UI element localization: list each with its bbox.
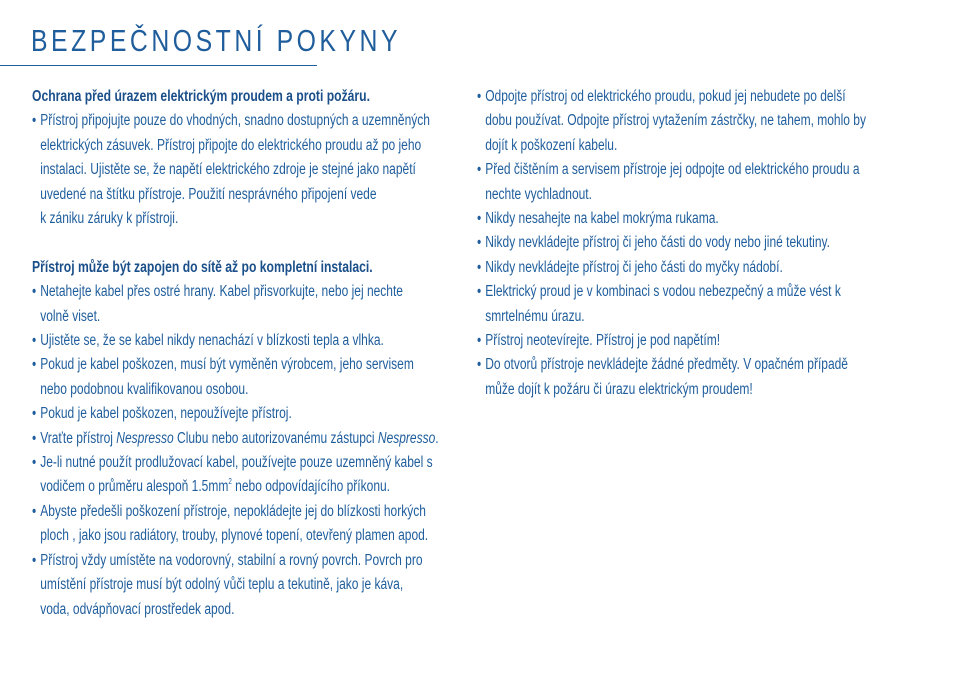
page-title: BEZPEČNOSTNÍ POKYNY — [31, 23, 402, 58]
item-text: Nikdy nesahejte na kabel mokrýma rukama. — [485, 210, 719, 228]
bullet: • — [32, 283, 37, 301]
list-item — [32, 549, 453, 622]
bullet: • — [32, 429, 37, 447]
list-item — [32, 500, 453, 549]
bullet: • — [32, 356, 37, 374]
item-text: Přístroj připojujte pouze do vhodných, snadno dostupných a uzemněných elektrických zásuvek. Přístroj připojte do elektrického proudu až po jeho instalaci. Ujistěte se, že napětí elektrického zdroje je stejné jako napětí uvedené na štítku přístroje. Použití nesprávného připojení vede k zániku záruky k přístroji. — [40, 112, 430, 228]
list-item — [477, 256, 902, 280]
bullet: • — [477, 234, 482, 252]
brand-name: Nespresso — [377, 429, 436, 447]
bullet: • — [32, 332, 37, 350]
item-text: Pokud je kabel poškozen, nepoužívejte přístroj. — [40, 405, 292, 423]
bullet: • — [32, 405, 37, 423]
bullet: • — [32, 551, 37, 569]
item-text: Přístroj vždy umístěte na vodorovný, stabilní a rovný povrch. Povrch pro umístění přístroje musí být odolný vůči teplu a tekutině, jako je káva, voda, odvápňovací prostředek apod. — [40, 551, 423, 618]
list-item — [32, 280, 453, 329]
list-item-extension-cable — [32, 451, 453, 500]
bullet-list-electric-shock — [32, 109, 453, 231]
list-item — [32, 353, 453, 402]
list-item — [477, 280, 902, 329]
brand-name: Nespresso — [116, 429, 174, 447]
item-text — [40, 454, 432, 495]
item-text: Nikdy nevkládejte přístroj či jeho části do myčky nádobí. — [485, 258, 783, 276]
item-text: Pokud je kabel poškozen, musí být vyměněn výrobcem, jeho servisem nebo podobnou kvalifikovanou osobou. — [40, 356, 414, 398]
bullet: • — [477, 283, 482, 301]
right-column — [477, 85, 954, 402]
text-part: Vraťte přístroj — [40, 429, 117, 447]
item-text — [40, 430, 438, 447]
bullet-list-right — [477, 85, 902, 402]
text-part: Clubu nebo autorizovanému zástupci — [173, 429, 378, 447]
item-text: Odpojte přístroj od elektrického proudu, pokud jej nebudete po delší dobu používat. Odpojte přístroj vytažením zástrčky, ne tahem, mohlo by dojít k poškození kabelu. — [485, 88, 866, 154]
item-text: Elektrický proud je v kombinaci s vodou nebezpečný a může vést k smrtelnému úrazu. — [485, 283, 841, 325]
item-text: Ujistěte se, že se kabel nikdy nenachází v blízkosti tepla a vlhka. — [40, 332, 384, 350]
bullet: • — [32, 502, 37, 520]
item-text: Před čištěním a servisem přístroje jej odpojte od elektrického proudu a nechte vychladnout. — [485, 161, 860, 203]
list-item — [477, 207, 902, 231]
list-item-nespresso — [32, 427, 453, 451]
bullet: • — [477, 258, 482, 276]
bullet: • — [477, 356, 482, 374]
bullet: • — [32, 112, 37, 130]
item-text: Do otvorů přístroje nevkládejte žádné předměty. V opačném případě může dojít k požáru či úrazu elektrickým proudem! — [485, 356, 848, 398]
title-underline — [0, 65, 317, 66]
list-item — [477, 158, 902, 207]
superscript: 2 — [228, 477, 232, 487]
list-item — [477, 85, 902, 158]
item-text: Přístroj neotevírejte. Přístroj je pod napětím! — [485, 332, 721, 350]
item-text: Netahejte kabel přes ostré hrany. Kabel přisvorkujte, nebo jej nechte volně viset. — [40, 283, 403, 325]
list-item — [477, 329, 902, 353]
list-item — [477, 353, 902, 402]
bullet: • — [32, 454, 37, 472]
section-heading-installation: Přístroj může být zapojen do sítě až po kompletní instalaci. — [32, 258, 373, 276]
item-text: Nikdy nevkládejte přístroj či jeho části do vody nebo jiné tekutiny. — [485, 234, 830, 252]
section-heading-electric-shock: Ochrana před úrazem elektrickým proudem a proti požáru. — [32, 88, 370, 105]
item-text: Abyste předešli poškození přístroje, nepokládejte jej do blízkosti horkých ploch , jako jsou radiátory, trouby, plynové topení, otevřený plamen apod. — [40, 502, 429, 545]
bullet: • — [477, 332, 482, 350]
list-item — [32, 402, 453, 426]
list-item — [32, 329, 453, 353]
text-part: . — [435, 429, 439, 447]
list-item — [32, 109, 453, 231]
text-part: nebo odpovídajícího příkonu. — [231, 478, 391, 496]
text-part: Je-li nutné použít prodlužovací kabel, používejte pouze uzemněný kabel s vodičem o průměru alespoň 1.5mm — [40, 454, 433, 496]
bullet: • — [477, 210, 482, 228]
section-gap — [32, 231, 453, 255]
bullet: • — [477, 161, 482, 179]
list-item — [477, 231, 902, 255]
bullet-list-installation — [32, 280, 453, 622]
bullet: • — [477, 88, 482, 105]
